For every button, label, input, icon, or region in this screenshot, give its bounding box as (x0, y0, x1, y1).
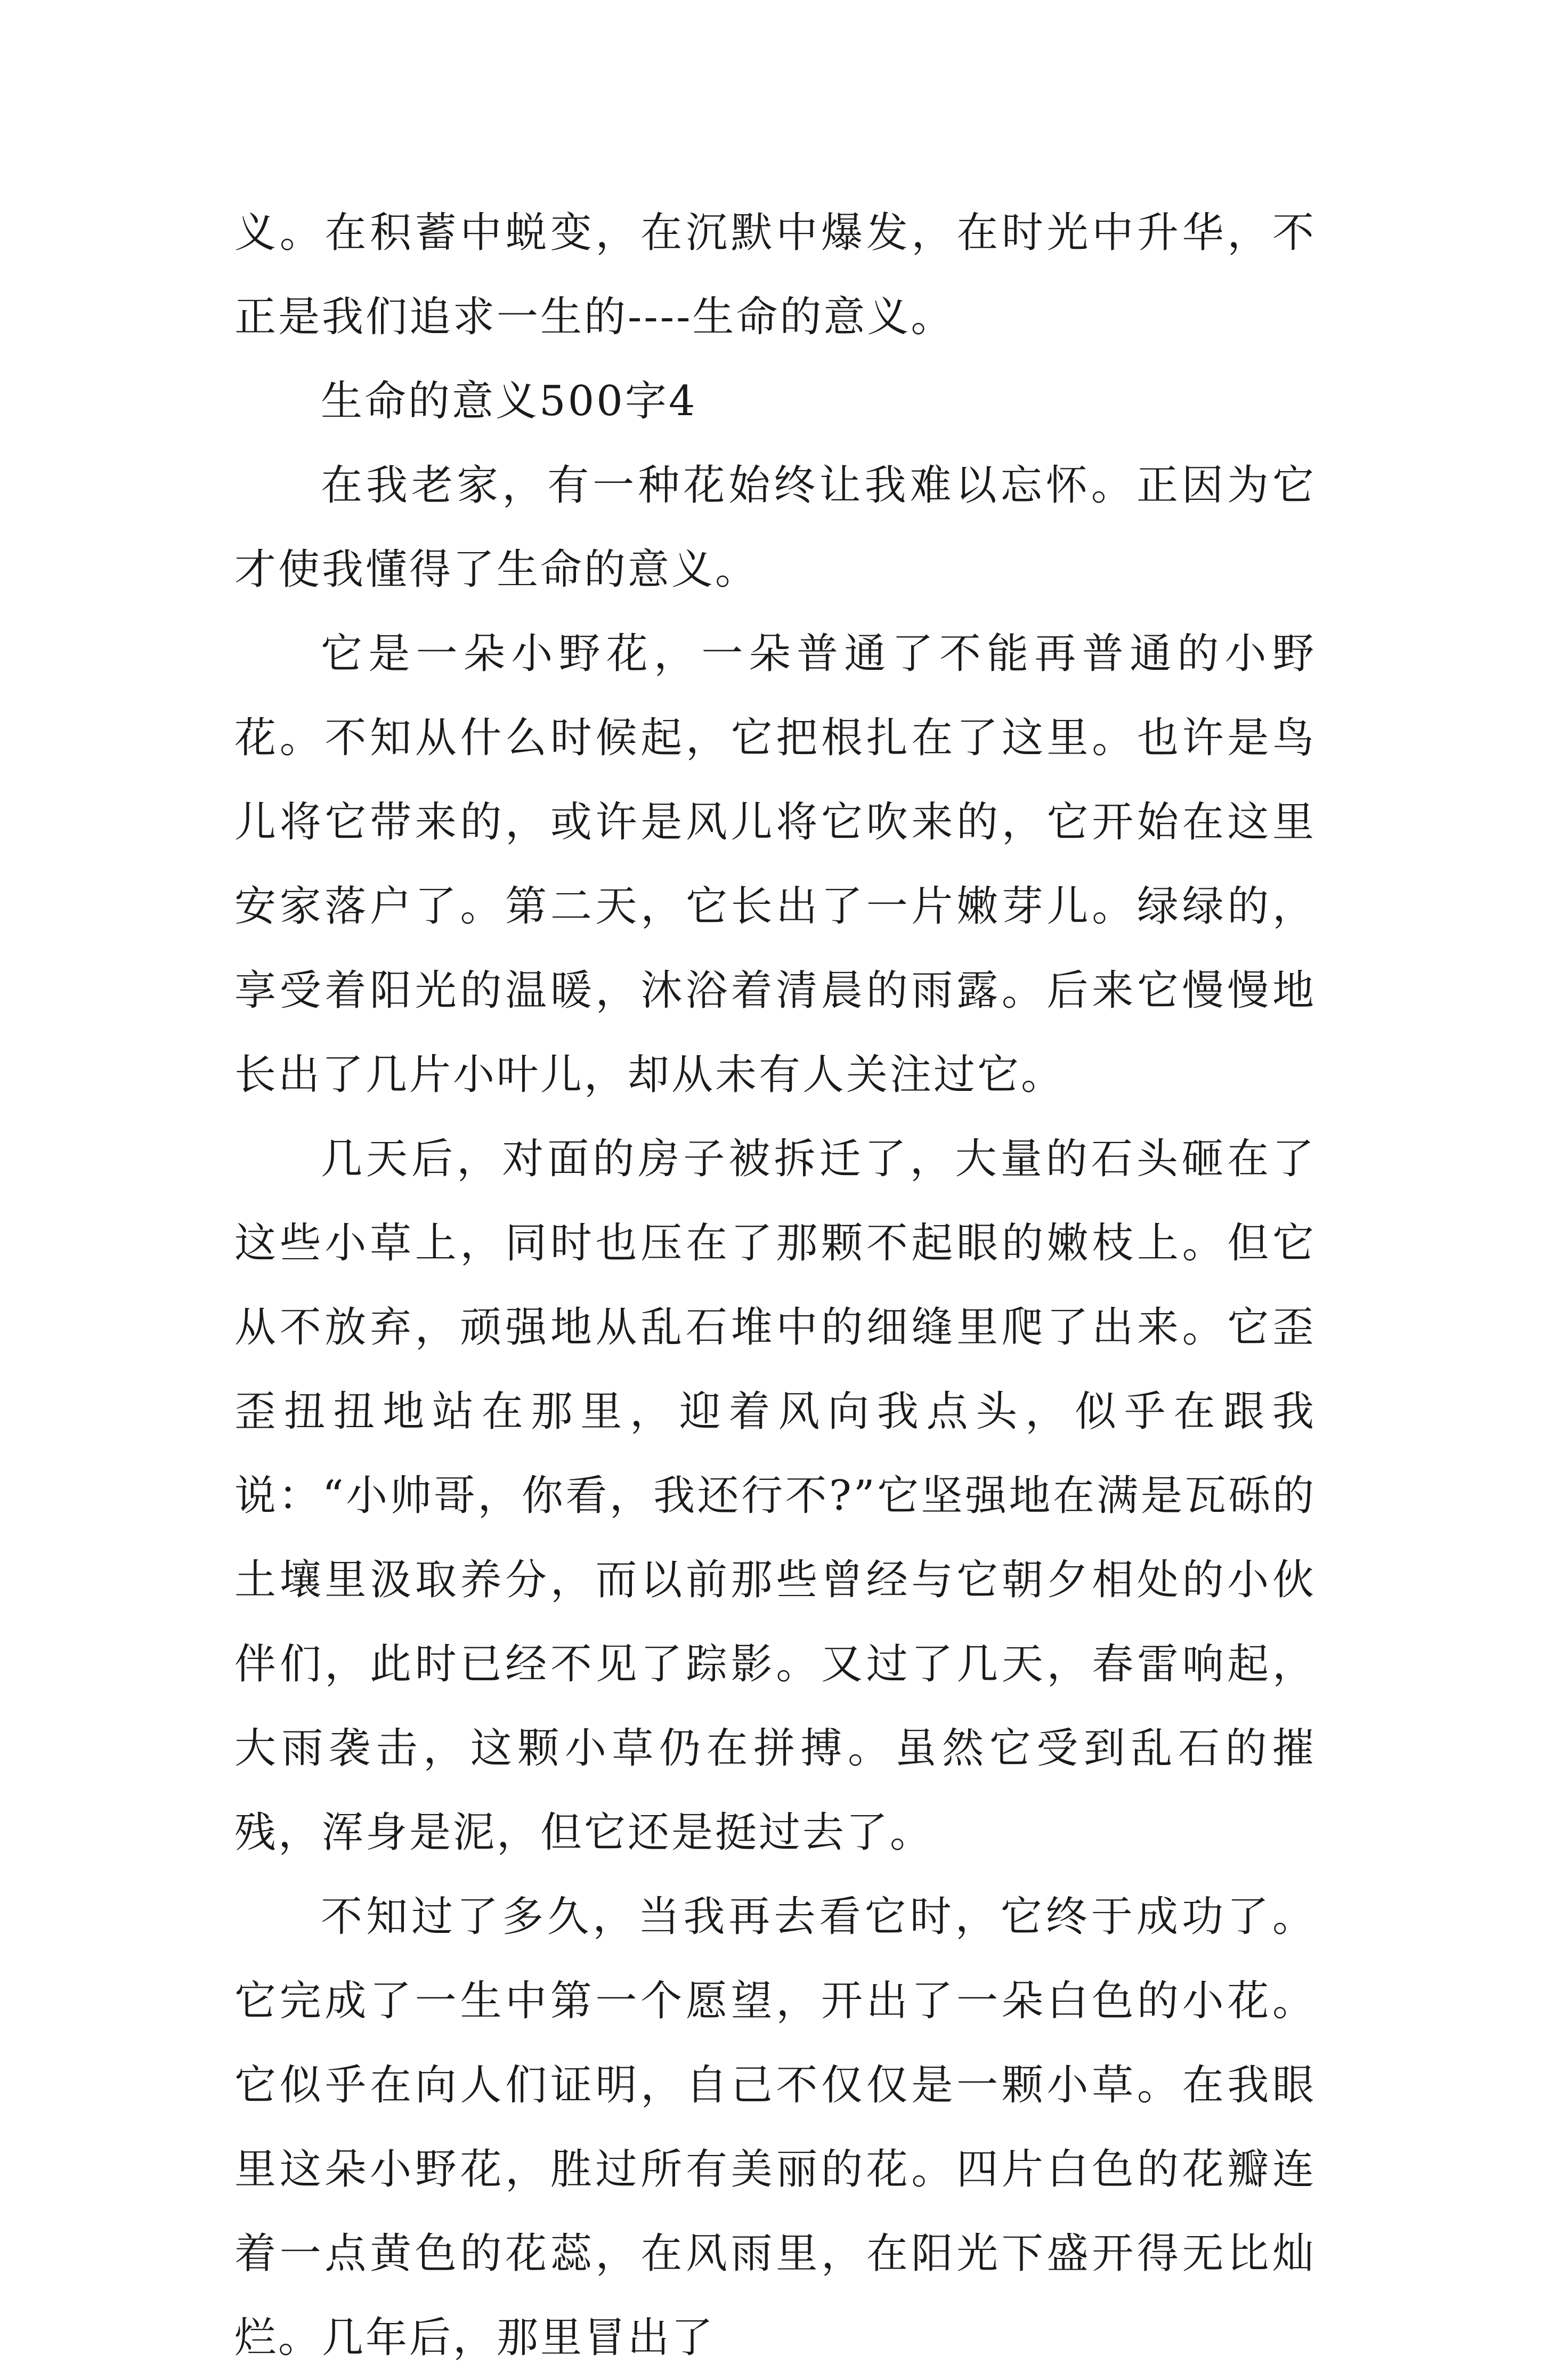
paragraph: 几天后，对面的房子被拆迁了，大量的石头砸在了这些小草上，同时也压在了那颗不起眼的嫩枝上。但它从不放弃，顽强地从乱石堆中的细缝里爬了出来。它歪歪扭扭地站在那里，迎着风向我点头，似乎在跟我说：“小帅哥，你看，我还行不?”它坚强地在满是瓦砾的土壤里汲取养分，而以前那些曾经与它朝夕相处的小伙伴们，此时已经不见了踪影。又过了几天，春雷响起，大雨袭击，这颗小草仍在拼搏。虽然它受到乱石的摧残，浑身是泥，但它还是挺过去了。 (234, 1135, 1316, 1857)
section-heading: 生命的意义500字4 (321, 377, 697, 425)
paragraph-continuation: 义。在积蓄中蜕变，在沉默中爆发，在时光中升华，不正是我们追求一生的----生命的意义。 (234, 209, 1316, 341)
paragraph: 在我老家，有一种花始终让我难以忘怀。正因为它才使我懂得了生命的意义。 (234, 462, 1316, 594)
paragraph: 它是一朵小野花，一朵普通了不能再普通的小野花。不知从什么时候起，它把根扎在了这里。也许是鸟儿将它带来的，或许是风儿将它吹来的，它开始在这里安家落户了。第二天，它长出了一片嫩芽儿。绿绿的，享受着阳光的温暖，沐浴着清晨的雨露。后来它慢慢地长出了几片小叶儿，却从未有人关注过它。 (234, 630, 1316, 1099)
paragraph: 不知过了多久，当我再去看它时，它终于成功了。它完成了一生中第一个愿望，开出了一朵白色的小花。它似乎在向人们证明，自己不仅仅是一颗小草。在我眼里这朵小野花，胜过所有美丽的花。四片白色的花瓣连着一点黄色的花蕊，在风雨里，在阳光下盛开得无比灿烂。几年后，那里冒出了 (234, 1893, 1316, 2362)
document-body (234, 191, 1316, 2380)
